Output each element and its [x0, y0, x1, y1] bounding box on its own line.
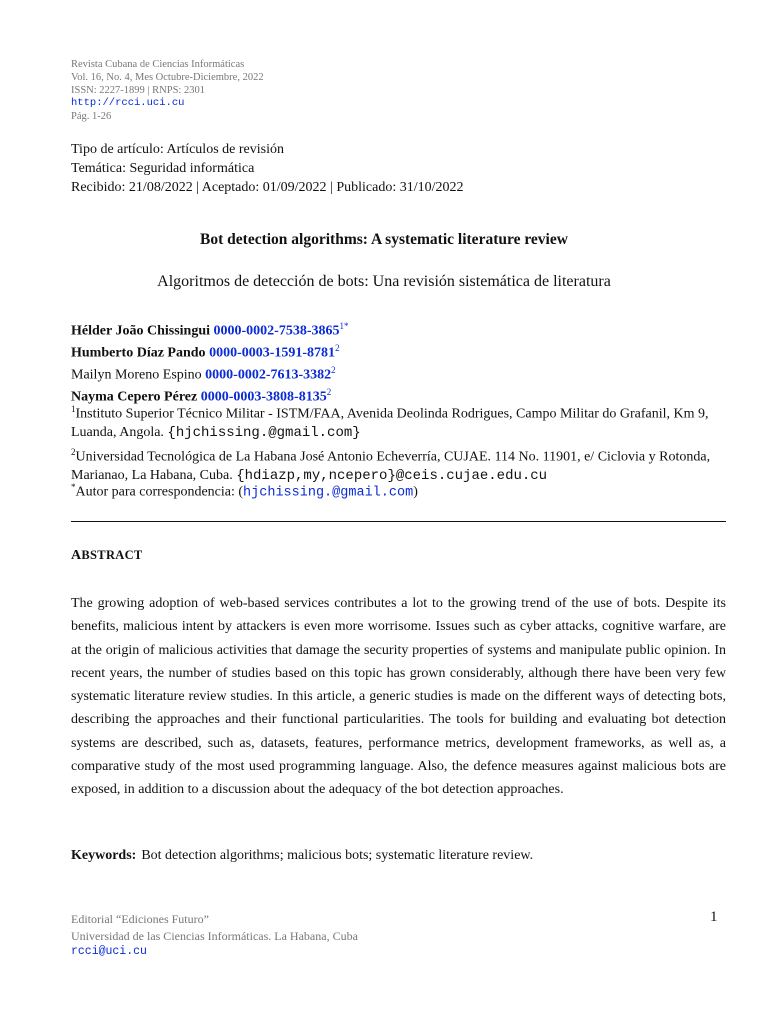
author-affiliation-mark: 2 [326, 387, 332, 398]
author-name: Humberto Díaz Pando [71, 345, 206, 361]
section-divider [71, 521, 726, 522]
author-affiliation-mark: 2 [335, 343, 340, 354]
affiliations [71, 400, 731, 485]
paper-title-english: Bot detection algorithms: A systematic literature review [200, 231, 568, 248]
author-name: Mailyn Moreno Espino [71, 367, 202, 383]
affiliation-email: {hjchissing.@gmail.com} [167, 425, 361, 442]
affiliation-mark: 2 [71, 446, 76, 457]
journal-issn: ISSN: 2227-1899 | RNPS: 2301 [71, 85, 205, 96]
author-name: Nayma Cepero Pérez [71, 390, 198, 406]
journal-url-link[interactable]: http://rcci.uci.cu [71, 97, 185, 109]
author-list [71, 318, 349, 407]
article-meta [71, 140, 464, 197]
keywords [71, 848, 533, 864]
correspondence-email-link[interactable]: hjchissing.@gmail.com [243, 485, 414, 501]
footer-email-link[interactable]: rcci@uci.cu [71, 945, 147, 958]
author-affiliation-mark: 2 [331, 365, 336, 376]
abstract-heading [71, 548, 143, 564]
affiliation [71, 443, 731, 486]
correspondence-close: ) [413, 484, 418, 500]
affiliation-email: {hdiazp,my,ncepero}@ceis.cujae.edu.cu [236, 467, 548, 484]
correspondence-label: Autor para correspondencia: ( [75, 484, 244, 500]
affiliation-text: Universidad Tecnológica de La Habana José Antonio Echeverría, CUJAE. 114 No. 11901, e/ Ciclovia y Rotonda, Marianao, La Habana, Cuba. [71, 449, 711, 483]
journal-header [71, 58, 264, 123]
footer-university: Universidad de las Ciencias Informáticas. La Habana, Cuba [71, 928, 358, 943]
journal-name: Revista Cubana de Ciencias Informáticas [71, 59, 245, 70]
orcid-link[interactable]: 0000-0003-1591-8781 [209, 345, 336, 361]
affiliation-text: Instituto Superior Técnico Militar - ISTM/FAA, Avenida Deolinda Rodrigues, Campo Militar do Grafanil, Km 9, Luanda, Angola. [71, 406, 709, 441]
author-affiliation-mark: 1* [339, 321, 349, 331]
orcid-link[interactable]: 0000-0002-7538-3865 [213, 323, 340, 339]
page-number: 1 [710, 909, 718, 925]
article-type: Tipo de artículo: Artículos de revisión [71, 142, 284, 157]
author [71, 340, 349, 362]
keywords-text: Bot detection algorithms; malicious bots; systematic literature review. [141, 848, 534, 863]
orcid-link[interactable]: 0000-0003-3808-8135 [200, 390, 327, 406]
author-name: Hélder João Chissingui [71, 323, 210, 339]
journal-pages: Pág. 1-26 [71, 111, 112, 122]
affiliation [71, 400, 731, 443]
correspondence [71, 482, 418, 501]
footer-publisher: Editorial “Ediciones Futuro” [71, 912, 209, 926]
affiliation-mark: 1 [71, 404, 76, 414]
paper-title-spanish: Algoritmos de detección de bots: Una revisión sistemática de literatura [157, 273, 611, 290]
author [71, 362, 349, 384]
page-footer [71, 911, 358, 961]
article-topic: Temática: Seguridad informática [71, 161, 255, 176]
abstract-body: The growing adoption of web-based services contributes a lot to the growing trend of the use of bots. Despite its benefits, malicious intent by attackers is even more worrisome. Issues such as cyber attacks, cognitive warfare, are at the origin of malicious activities that damage the security properties of systems and manipulate public opinion. In recent years, the number of studies based on this topic has grown considerably, although there have been very few systematic literature review studies. In this article, a generic studies is made on the different ways of detecting bots, describing the approaches and their functional particularities. The tools for building and evaluating bot detection systems are described, such as, datasets, features, performance metrics, development frameworks, as well as, a comparative study of the most used programming language. Also, the defence measures against malicious bots are exposed, in addition to a discussion about the adequacy of the bot detection approaches. [71, 596, 726, 798]
abstract-heading-rest: BSTRACT [81, 548, 143, 562]
orcid-link[interactable]: 0000-0002-7613-3382 [205, 367, 332, 383]
article-dates: Recibido: 21/08/2022 | Aceptado: 01/09/2022 | Publicado: 31/10/2022 [71, 180, 464, 195]
journal-volume: Vol. 16, No. 4, Mes Octubre-Diciembre, 2022 [71, 72, 264, 83]
correspondence-mark: * [71, 482, 76, 492]
keywords-label: Keywords: [71, 848, 137, 863]
author [71, 318, 349, 340]
abstract-heading-cap: A [71, 548, 82, 563]
